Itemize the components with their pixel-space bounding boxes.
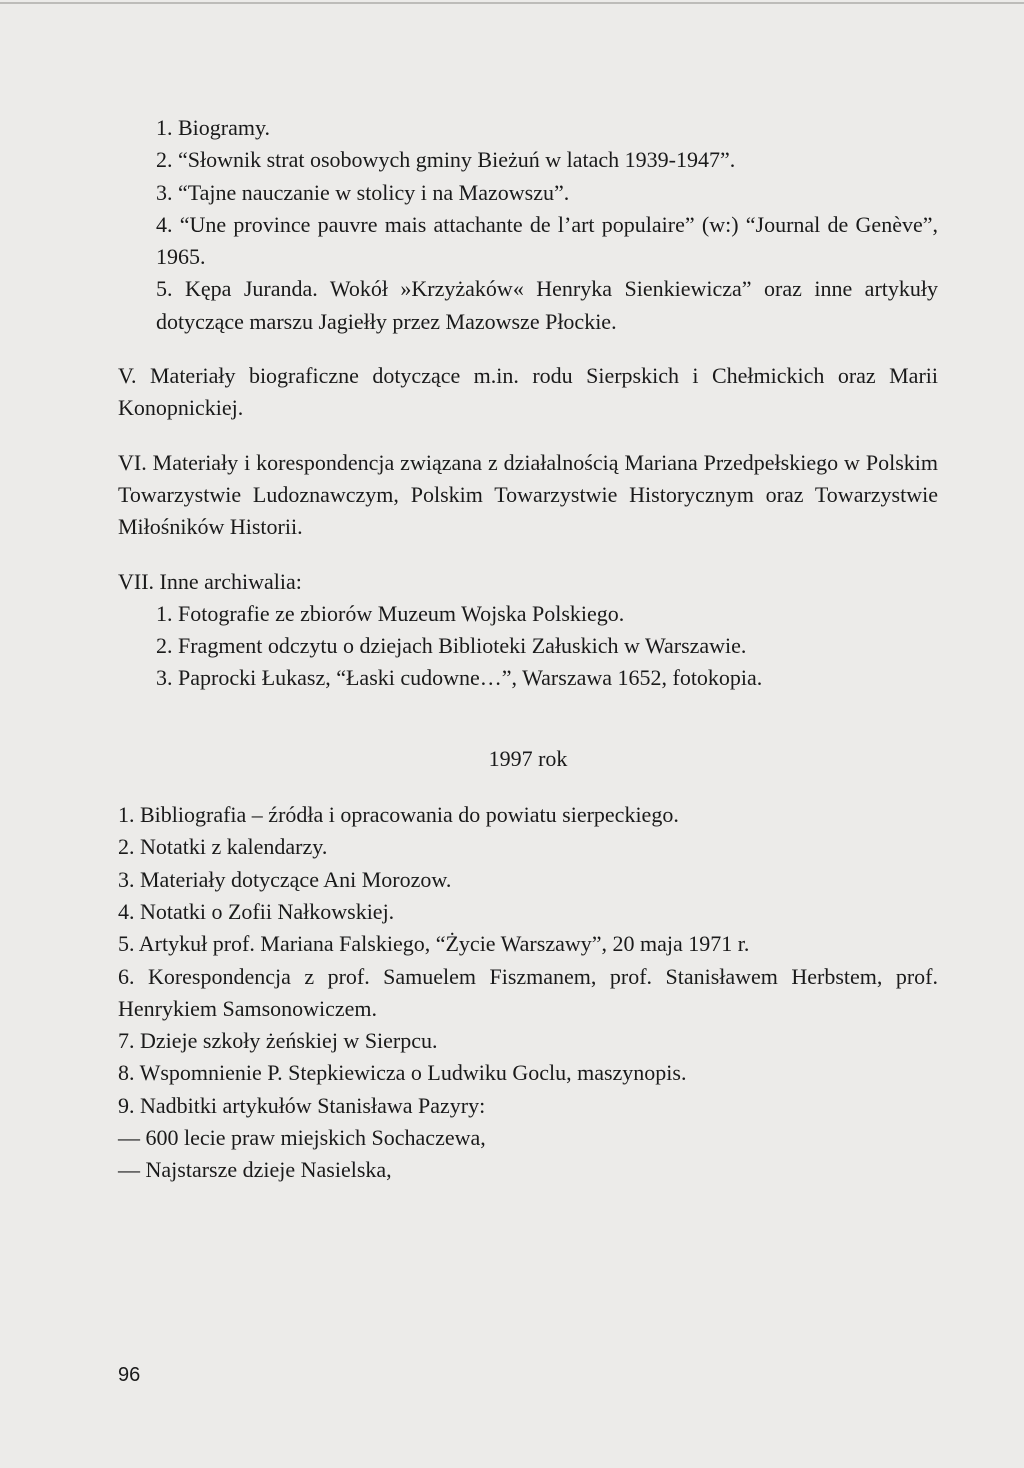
list-item: 2. “Słownik strat osobowych gminy Bieżuń w latach 1939-1947”. [156, 147, 736, 173]
list-item: 1. Fotografie ze zbiorów Muzeum Wojska Polskiego. [156, 600, 625, 626]
top-edge-line [0, 2, 1024, 4]
list-item: — 600 lecie praw miejskich Sochaczewa, [118, 1125, 486, 1151]
list-item: 4. Notatki o Zofii Nałkowskiej. [118, 898, 395, 924]
list-item: 6. Korespondencja z prof. Samuelem Fiszmanem, prof. Stanisławem Herbstem, prof. Henrykiem Samsonowiczem. [118, 963, 938, 1021]
section-vii-title: VII. Inne archiwalia: [118, 568, 302, 594]
list-item: 9. Nadbitki artykułów Stanisława Pazyry: [118, 1092, 486, 1118]
list-item: 7. Dzieje szkoły żeńskiej w Sierpcu. [118, 1028, 438, 1054]
page-text [118, 112, 938, 1187]
list-item: 5. Kępa Juranda. Wokół »Krzyżaków« Henryka Sienkiewicza” oraz inne artykuły dotyczące marszu Jagiełły przez Mazowsze Płockie. [156, 276, 938, 334]
section-v: V. Materiały biograficzne dotyczące m.in. rodu Sierpskich i Chełmickich oraz Marii Konopnickiej. [118, 363, 938, 421]
section-vi: VI. Materiały i korespondencja związana z działalnością Mariana Przedpełskiego w Polskim Towarzystwie Ludoznawczym, Polskim Towarzystwie Historycznym oraz Towarzystwie Miłośników Historii. [118, 449, 938, 540]
year-heading: 1997 rok [488, 745, 568, 771]
page-number: 96 [118, 1364, 141, 1386]
list-item: 1. Biogramy. [156, 115, 271, 140]
list-item: 3. Paprocki Łukasz, “Łaski cudowne…”, Warszawa 1652, fotokopia. [156, 665, 763, 691]
list-item: 8. Wspomnienie P. Stepkiewicza o Ludwiku Goclu, maszynopis. [118, 1060, 687, 1086]
list-item: 1. Bibliografia – źródła i opracowania do powiatu sierpeckiego. [118, 802, 679, 828]
list-item: 4. “Une province pauvre mais attachante de l’art populaire” (w:) “Journal de Genève”, 1965. [156, 211, 938, 270]
list-item: 5. Artykuł prof. Mariana Falskiego, “Życie Warszawy”, 20 maja 1971 r. [118, 931, 750, 957]
list-item: — Najstarsze dzieje Nasielska, [118, 1157, 392, 1183]
list-item: 3. Materiały dotyczące Ani Morozow. [118, 866, 452, 892]
list-item: 2. Fragment odczytu o dziejach Biblioteki Załuskich w Warszawie. [156, 633, 747, 659]
list-item: 3. “Tajne nauczanie w stolicy i na Mazowszu”. [156, 179, 570, 205]
list-item: 2. Notatki z kalendarzy. [118, 834, 328, 860]
